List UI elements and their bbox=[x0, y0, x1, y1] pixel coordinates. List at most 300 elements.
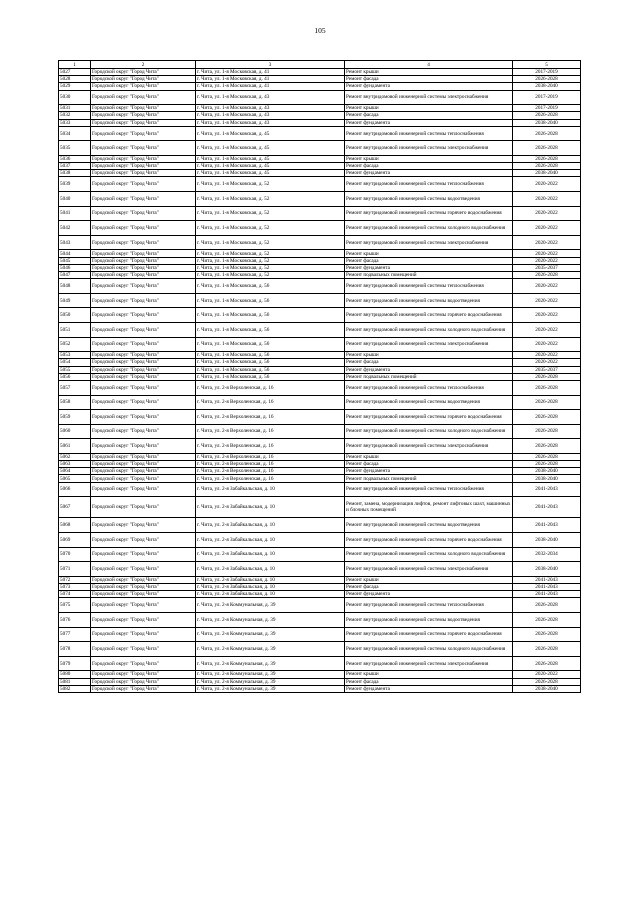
address-cell: г. Чита, ул. 1-я Московская, д. 56 bbox=[196, 322, 345, 337]
work-type-cell: Ремонт внутридомовой инженерной системы холодного водоснабжения bbox=[345, 424, 513, 439]
work-type-cell: Ремонт фасада bbox=[345, 359, 513, 366]
address-cell: г. Чита, ул. 2-я Коммунальная, д. 39 bbox=[196, 685, 345, 692]
period-cell: 2020-2022 bbox=[513, 352, 581, 359]
table-row bbox=[59, 373, 581, 380]
work-type-cell: Ремонт фундамента bbox=[345, 264, 513, 271]
municipality-cell: Городской округ "Город Чита" bbox=[91, 177, 196, 192]
address-cell: г. Чита, ул. 2-я Верхоленская, д. 16 bbox=[196, 453, 345, 460]
table-row bbox=[59, 453, 581, 460]
municipality-cell: Городской округ "Город Чита" bbox=[91, 272, 196, 279]
period-cell: 2026-2028 bbox=[513, 141, 581, 156]
row-number-cell: 5042 bbox=[59, 221, 91, 236]
address-cell: г. Чита, ул. 2-я Коммунальная, д. 39 bbox=[196, 656, 345, 671]
work-type-cell: Ремонт внутридомовой инженерной системы горячего водоснабжения bbox=[345, 533, 513, 548]
address-cell: г. Чита, ул. 2-я Забайкальская, д. 10 bbox=[196, 576, 345, 583]
row-number-cell: 5054 bbox=[59, 359, 91, 366]
table-row bbox=[59, 642, 581, 657]
address-cell: г. Чита, ул. 1-я Московская, д. 56 bbox=[196, 337, 345, 352]
table-row bbox=[59, 155, 581, 162]
municipality-cell: Городской округ "Город Чита" bbox=[91, 322, 196, 337]
period-cell: 2026-2028 bbox=[513, 272, 581, 279]
address-cell: г. Чита, ул. 2-я Коммунальная, д. 39 bbox=[196, 627, 345, 642]
work-type-cell: Ремонт внутридомовой инженерной системы горячего водоснабжения bbox=[345, 410, 513, 425]
municipality-cell: Городской округ "Город Чита" bbox=[91, 533, 196, 548]
municipality-cell: Городской округ "Город Чита" bbox=[91, 497, 196, 518]
row-number-cell: 5057 bbox=[59, 380, 91, 395]
table-row bbox=[59, 221, 581, 236]
municipality-cell: Городской округ "Город Чита" bbox=[91, 656, 196, 671]
work-type-cell: Ремонт подвальных помещений bbox=[345, 475, 513, 482]
address-cell: г. Чита, ул. 1-я Московская, д. 45 bbox=[196, 170, 345, 177]
period-cell: 2038-2040 bbox=[513, 562, 581, 577]
address-cell: г. Чита, ул. 2-я Коммунальная, д. 39 bbox=[196, 598, 345, 613]
work-type-cell: Ремонт внутридомовой инженерной системы теплоснабжения bbox=[345, 380, 513, 395]
table-header-row bbox=[59, 61, 581, 69]
row-number-cell: 5062 bbox=[59, 453, 91, 460]
row-number-cell: 5053 bbox=[59, 352, 91, 359]
address-cell: г. Чита, ул. 1-я Московская, д. 43 bbox=[196, 105, 345, 112]
period-cell: 2020-2022 bbox=[513, 322, 581, 337]
table-row bbox=[59, 475, 581, 482]
row-number-cell: 5049 bbox=[59, 293, 91, 308]
work-type-cell: Ремонт крыши bbox=[345, 69, 513, 76]
row-number-cell: 5079 bbox=[59, 656, 91, 671]
municipality-cell: Городской округ "Город Чита" bbox=[91, 678, 196, 685]
page-number: 105 bbox=[314, 26, 326, 35]
period-cell: 2020-2022 bbox=[513, 337, 581, 352]
period-cell: 2020-2022 bbox=[513, 257, 581, 264]
period-cell: 2017-2019 bbox=[513, 105, 581, 112]
work-type-cell: Ремонт внутридомовой инженерной системы водоотведения bbox=[345, 612, 513, 627]
address-cell: г. Чита, ул. 2-я Забайкальская, д. 10 bbox=[196, 583, 345, 590]
period-cell: 2041-2043 bbox=[513, 497, 581, 518]
period-cell: 2017-2019 bbox=[513, 90, 581, 105]
table-row bbox=[59, 272, 581, 279]
address-cell: г. Чита, ул. 1-я Московская, д. 52 bbox=[196, 257, 345, 264]
row-number-cell: 5038 bbox=[59, 170, 91, 177]
table-row bbox=[59, 612, 581, 627]
period-cell: 2026-2028 bbox=[513, 656, 581, 671]
table-row bbox=[59, 380, 581, 395]
table-row bbox=[59, 126, 581, 141]
municipality-cell: Городской округ "Город Чита" bbox=[91, 352, 196, 359]
work-type-cell: Ремонт крыши bbox=[345, 105, 513, 112]
row-number-cell: 5037 bbox=[59, 163, 91, 170]
address-cell: г. Чита, ул. 1-я Московская, д. 56 bbox=[196, 359, 345, 366]
work-type-cell: Ремонт фасада bbox=[345, 112, 513, 119]
municipality-cell: Городской округ "Город Чита" bbox=[91, 141, 196, 156]
row-number-cell: 5028 bbox=[59, 76, 91, 83]
work-type-cell: Ремонт крыши bbox=[345, 155, 513, 162]
address-cell: г. Чита, ул. 1-я Московская, д. 43 bbox=[196, 90, 345, 105]
work-type-cell: Ремонт фасада bbox=[345, 678, 513, 685]
address-cell: г. Чита, ул. 2-я Верхоленская, д. 16 bbox=[196, 380, 345, 395]
work-type-cell: Ремонт фасада bbox=[345, 461, 513, 468]
period-cell: 2020-2022 bbox=[513, 206, 581, 221]
period-cell: 2041-2043 bbox=[513, 482, 581, 497]
work-type-cell: Ремонт фундамента bbox=[345, 591, 513, 598]
address-cell: г. Чита, ул. 1-я Московская, д. 43 bbox=[196, 112, 345, 119]
row-number-cell: 5029 bbox=[59, 83, 91, 90]
municipality-cell: Городской округ "Город Чита" bbox=[91, 366, 196, 373]
work-type-cell: Ремонт внутридомовой инженерной системы горячего водоснабжения bbox=[345, 206, 513, 221]
column-header: 1 bbox=[59, 61, 91, 69]
row-number-cell: 5077 bbox=[59, 627, 91, 642]
work-type-cell: Ремонт фасада bbox=[345, 583, 513, 590]
period-cell: 2032-2034 bbox=[513, 547, 581, 562]
row-number-cell: 5081 bbox=[59, 678, 91, 685]
municipality-cell: Городской округ "Город Чита" bbox=[91, 547, 196, 562]
table-row bbox=[59, 192, 581, 207]
municipality-cell: Городской округ "Город Чита" bbox=[91, 337, 196, 352]
municipality-cell: Городской округ "Город Чита" bbox=[91, 206, 196, 221]
period-cell: 2038-2040 bbox=[513, 170, 581, 177]
row-number-cell: 5047 bbox=[59, 272, 91, 279]
row-number-cell: 5063 bbox=[59, 461, 91, 468]
municipality-cell: Городской округ "Город Чита" bbox=[91, 235, 196, 250]
table-row bbox=[59, 366, 581, 373]
municipality-cell: Городской округ "Город Чита" bbox=[91, 424, 196, 439]
municipality-cell: Городской округ "Город Чита" bbox=[91, 410, 196, 425]
table-row bbox=[59, 105, 581, 112]
row-number-cell: 5067 bbox=[59, 497, 91, 518]
table-row bbox=[59, 206, 581, 221]
row-number-cell: 5035 bbox=[59, 141, 91, 156]
work-type-cell: Ремонт внутридомовой инженерной системы теплоснабжения bbox=[345, 598, 513, 613]
municipality-cell: Городской округ "Город Чита" bbox=[91, 359, 196, 366]
work-type-cell: Ремонт внутридомовой инженерной системы электроснабжения bbox=[345, 337, 513, 352]
address-cell: г. Чита, ул. 2-я Верхоленская, д. 16 bbox=[196, 424, 345, 439]
municipality-cell: Городской округ "Город Чита" bbox=[91, 293, 196, 308]
address-cell: г. Чита, ул. 1-я Московская, д. 45 bbox=[196, 141, 345, 156]
table-row bbox=[59, 497, 581, 518]
municipality-cell: Городской округ "Город Чита" bbox=[91, 257, 196, 264]
row-number-cell: 5074 bbox=[59, 591, 91, 598]
table-row bbox=[59, 533, 581, 548]
municipality-cell: Городской округ "Город Чита" bbox=[91, 685, 196, 692]
table-row bbox=[59, 170, 581, 177]
table-row bbox=[59, 627, 581, 642]
address-cell: г. Чита, ул. 2-я Верхоленская, д. 16 bbox=[196, 395, 345, 410]
work-type-cell: Ремонт фундамента bbox=[345, 468, 513, 475]
work-type-cell: Ремонт крыши bbox=[345, 576, 513, 583]
address-cell: г. Чита, ул. 1-я Московская, д. 43 bbox=[196, 119, 345, 126]
work-type-cell: Ремонт фундамента bbox=[345, 685, 513, 692]
period-cell: 2020-2022 bbox=[513, 250, 581, 257]
address-cell: г. Чита, ул. 2-я Верхоленская, д. 16 bbox=[196, 461, 345, 468]
row-number-cell: 5058 bbox=[59, 395, 91, 410]
period-cell: 2038-2040 bbox=[513, 83, 581, 90]
table-row bbox=[59, 257, 581, 264]
address-cell: г. Чита, ул. 2-я Забайкальская, д. 10 bbox=[196, 533, 345, 548]
period-cell: 2026-2028 bbox=[513, 612, 581, 627]
address-cell: г. Чита, ул. 1-я Московская, д. 45 bbox=[196, 163, 345, 170]
row-number-cell: 5043 bbox=[59, 235, 91, 250]
period-cell: 2017-2019 bbox=[513, 69, 581, 76]
work-type-cell: Ремонт фундамента bbox=[345, 366, 513, 373]
period-cell: 2026-2028 bbox=[513, 461, 581, 468]
row-number-cell: 5045 bbox=[59, 257, 91, 264]
period-cell: 2026-2028 bbox=[513, 155, 581, 162]
table-row bbox=[59, 163, 581, 170]
work-type-cell: Ремонт внутридомовой инженерной системы горячего водоснабжения bbox=[345, 627, 513, 642]
work-type-cell: Ремонт крыши bbox=[345, 453, 513, 460]
work-type-cell: Ремонт внутридомовой инженерной системы теплоснабжения bbox=[345, 279, 513, 294]
period-cell: 2026-2028 bbox=[513, 453, 581, 460]
row-number-cell: 5071 bbox=[59, 562, 91, 577]
row-number-cell: 5027 bbox=[59, 69, 91, 76]
period-cell: 2020-2022 bbox=[513, 671, 581, 678]
table-row bbox=[59, 482, 581, 497]
municipality-cell: Городской округ "Город Чита" bbox=[91, 562, 196, 577]
address-cell: г. Чита, ул. 2-я Забайкальская, д. 10 bbox=[196, 497, 345, 518]
period-cell: 2026-2028 bbox=[513, 76, 581, 83]
work-type-cell: Ремонт, замена, модернизация лифтов, ремонт лифтовых шахт, машинных и блочных помещений bbox=[345, 497, 513, 518]
row-number-cell: 5064 bbox=[59, 468, 91, 475]
work-type-cell: Ремонт внутридомовой инженерной системы теплоснабжения bbox=[345, 126, 513, 141]
row-number-cell: 5066 bbox=[59, 482, 91, 497]
address-cell: г. Чита, ул. 1-я Московская, д. 56 bbox=[196, 373, 345, 380]
municipality-cell: Городской округ "Город Чита" bbox=[91, 163, 196, 170]
address-cell: г. Чита, ул. 2-я Верхоленская, д. 16 bbox=[196, 439, 345, 454]
row-number-cell: 5040 bbox=[59, 192, 91, 207]
table-row bbox=[59, 468, 581, 475]
address-cell: г. Чита, ул. 1-я Московская, д. 52 bbox=[196, 250, 345, 257]
row-number-cell: 5059 bbox=[59, 410, 91, 425]
address-cell: г. Чита, ул. 1-я Московская, д. 41 bbox=[196, 76, 345, 83]
municipality-cell: Городской округ "Город Чита" bbox=[91, 468, 196, 475]
address-cell: г. Чита, ул. 2-я Забайкальская, д. 10 bbox=[196, 591, 345, 598]
work-type-cell: Ремонт внутридомовой инженерной системы водоотведения bbox=[345, 192, 513, 207]
row-number-cell: 5039 bbox=[59, 177, 91, 192]
municipality-cell: Городской округ "Город Чита" bbox=[91, 642, 196, 657]
municipality-cell: Городской округ "Город Чита" bbox=[91, 126, 196, 141]
table-row bbox=[59, 439, 581, 454]
address-cell: г. Чита, ул. 1-я Московская, д. 52 bbox=[196, 192, 345, 207]
address-cell: г. Чита, ул. 2-я Коммунальная, д. 39 bbox=[196, 642, 345, 657]
work-type-cell: Ремонт крыши bbox=[345, 250, 513, 257]
municipality-cell: Городской округ "Город Чита" bbox=[91, 576, 196, 583]
period-cell: 2026-2028 bbox=[513, 410, 581, 425]
municipality-cell: Городской округ "Город Чита" bbox=[91, 518, 196, 533]
work-type-cell: Ремонт подвальных помещений bbox=[345, 373, 513, 380]
period-cell: 2026-2028 bbox=[513, 627, 581, 642]
municipality-cell: Городской округ "Город Чита" bbox=[91, 591, 196, 598]
municipality-cell: Городской округ "Город Чита" bbox=[91, 627, 196, 642]
table-row bbox=[59, 424, 581, 439]
period-cell: 2041-2043 bbox=[513, 518, 581, 533]
municipality-cell: Городской округ "Город Чита" bbox=[91, 395, 196, 410]
municipality-cell: Городской округ "Город Чита" bbox=[91, 105, 196, 112]
address-cell: г. Чита, ул. 1-я Московская, д. 56 bbox=[196, 293, 345, 308]
table-row bbox=[59, 264, 581, 271]
address-cell: г. Чита, ул. 1-я Московская, д. 41 bbox=[196, 69, 345, 76]
period-cell: 2041-2043 bbox=[513, 583, 581, 590]
table-row bbox=[59, 177, 581, 192]
municipality-cell: Городской округ "Город Чита" bbox=[91, 170, 196, 177]
row-number-cell: 5056 bbox=[59, 373, 91, 380]
work-type-cell: Ремонт фундамента bbox=[345, 170, 513, 177]
municipality-cell: Городской округ "Город Чита" bbox=[91, 612, 196, 627]
row-number-cell: 5041 bbox=[59, 206, 91, 221]
period-cell: 2026-2028 bbox=[513, 373, 581, 380]
period-cell: 2026-2028 bbox=[513, 642, 581, 657]
period-cell: 2020-2022 bbox=[513, 279, 581, 294]
column-header: 4 bbox=[345, 61, 513, 69]
table-row bbox=[59, 671, 581, 678]
address-cell: г. Чита, ул. 1-я Московская, д. 52 bbox=[196, 206, 345, 221]
period-cell: 2038-2040 bbox=[513, 119, 581, 126]
period-cell: 2020-2022 bbox=[513, 293, 581, 308]
period-cell: 2038-2040 bbox=[513, 468, 581, 475]
table-row bbox=[59, 547, 581, 562]
table-row bbox=[59, 83, 581, 90]
table-row bbox=[59, 678, 581, 685]
row-number-cell: 5034 bbox=[59, 126, 91, 141]
period-cell: 2038-2040 bbox=[513, 533, 581, 548]
address-cell: г. Чита, ул. 1-я Московская, д. 52 bbox=[196, 264, 345, 271]
table-row bbox=[59, 685, 581, 692]
table-row bbox=[59, 250, 581, 257]
work-type-cell: Ремонт внутридомовой инженерной системы водоотведения bbox=[345, 518, 513, 533]
municipality-cell: Городской округ "Город Чита" bbox=[91, 671, 196, 678]
period-cell: 2038-2040 bbox=[513, 685, 581, 692]
work-type-cell: Ремонт внутридомовой инженерной системы электроснабжения bbox=[345, 439, 513, 454]
municipality-cell: Городской округ "Город Чита" bbox=[91, 192, 196, 207]
municipality-cell: Городской округ "Город Чита" bbox=[91, 119, 196, 126]
table-row bbox=[59, 235, 581, 250]
municipality-cell: Городской округ "Город Чита" bbox=[91, 112, 196, 119]
table-row bbox=[59, 119, 581, 126]
work-type-cell: Ремонт внутридомовой инженерной системы холодного водоснабжения bbox=[345, 642, 513, 657]
column-header: 2 bbox=[91, 61, 196, 69]
row-number-cell: 5032 bbox=[59, 112, 91, 119]
period-cell: 2026-2028 bbox=[513, 424, 581, 439]
table-row bbox=[59, 410, 581, 425]
table-row bbox=[59, 518, 581, 533]
municipality-cell: Городской округ "Город Чита" bbox=[91, 90, 196, 105]
work-type-cell: Ремонт внутридомовой инженерной системы холодного водоснабжения bbox=[345, 547, 513, 562]
work-type-cell: Ремонт фасада bbox=[345, 257, 513, 264]
row-number-cell: 5036 bbox=[59, 155, 91, 162]
work-type-cell: Ремонт внутридомовой инженерной системы электроснабжения bbox=[345, 235, 513, 250]
address-cell: г. Чита, ул. 1-я Московская, д. 56 bbox=[196, 308, 345, 323]
column-header: 5 bbox=[513, 61, 581, 69]
row-number-cell: 5051 bbox=[59, 322, 91, 337]
address-cell: г. Чита, ул. 1-я Московская, д. 56 bbox=[196, 366, 345, 373]
row-number-cell: 5030 bbox=[59, 90, 91, 105]
work-type-cell: Ремонт внутридомовой инженерной системы теплоснабжения bbox=[345, 482, 513, 497]
row-number-cell: 5075 bbox=[59, 598, 91, 613]
address-cell: г. Чита, ул. 2-я Коммунальная, д. 39 bbox=[196, 671, 345, 678]
work-type-cell: Ремонт внутридомовой инженерной системы горячего водоснабжения bbox=[345, 308, 513, 323]
row-number-cell: 5033 bbox=[59, 119, 91, 126]
work-type-cell: Ремонт внутридомовой инженерной системы теплоснабжения bbox=[345, 177, 513, 192]
column-header: 3 bbox=[196, 61, 345, 69]
row-number-cell: 5070 bbox=[59, 547, 91, 562]
work-type-cell: Ремонт внутридомовой инженерной системы холодного водоснабжения bbox=[345, 221, 513, 236]
table-row bbox=[59, 69, 581, 76]
table-row bbox=[59, 598, 581, 613]
address-cell: г. Чита, ул. 2-я Верхоленская, д. 16 bbox=[196, 468, 345, 475]
address-cell: г. Чита, ул. 2-я Верхоленская, д. 16 bbox=[196, 410, 345, 425]
period-cell: 2035-2037 bbox=[513, 264, 581, 271]
table-row bbox=[59, 293, 581, 308]
municipality-cell: Городской округ "Город Чита" bbox=[91, 380, 196, 395]
address-cell: г. Чита, ул. 1-я Московская, д. 41 bbox=[196, 83, 345, 90]
row-number-cell: 5080 bbox=[59, 671, 91, 678]
table-row bbox=[59, 591, 581, 598]
period-cell: 2020-2022 bbox=[513, 221, 581, 236]
municipality-cell: Городской округ "Город Чита" bbox=[91, 475, 196, 482]
table-row bbox=[59, 576, 581, 583]
row-number-cell: 5048 bbox=[59, 279, 91, 294]
period-cell: 2041-2043 bbox=[513, 591, 581, 598]
table-row bbox=[59, 337, 581, 352]
period-cell: 2020-2022 bbox=[513, 192, 581, 207]
period-cell: 2026-2028 bbox=[513, 163, 581, 170]
row-number-cell: 5073 bbox=[59, 583, 91, 590]
row-number-cell: 5068 bbox=[59, 518, 91, 533]
work-type-cell: Ремонт внутридомовой инженерной системы электроснабжения bbox=[345, 656, 513, 671]
row-number-cell: 5078 bbox=[59, 642, 91, 657]
municipality-cell: Городской округ "Город Чита" bbox=[91, 69, 196, 76]
table-row bbox=[59, 562, 581, 577]
row-number-cell: 5060 bbox=[59, 424, 91, 439]
address-cell: г. Чита, ул. 1-я Московская, д. 45 bbox=[196, 126, 345, 141]
address-cell: г. Чита, ул. 1-я Московская, д. 56 bbox=[196, 352, 345, 359]
municipality-cell: Городской округ "Город Чита" bbox=[91, 461, 196, 468]
period-cell: 2026-2028 bbox=[513, 678, 581, 685]
work-type-cell: Ремонт крыши bbox=[345, 671, 513, 678]
table-row bbox=[59, 76, 581, 83]
row-number-cell: 5069 bbox=[59, 533, 91, 548]
municipality-cell: Городской округ "Город Чита" bbox=[91, 373, 196, 380]
address-cell: г. Чита, ул. 2-я Забайкальская, д. 10 bbox=[196, 562, 345, 577]
period-cell: 2026-2028 bbox=[513, 380, 581, 395]
period-cell: 2038-2040 bbox=[513, 475, 581, 482]
row-number-cell: 5072 bbox=[59, 576, 91, 583]
period-cell: 2026-2028 bbox=[513, 126, 581, 141]
period-cell: 2026-2028 bbox=[513, 439, 581, 454]
period-cell: 2035-2037 bbox=[513, 366, 581, 373]
work-type-cell: Ремонт крыши bbox=[345, 352, 513, 359]
period-cell: 2026-2028 bbox=[513, 395, 581, 410]
address-cell: г. Чита, ул. 1-я Московская, д. 52 bbox=[196, 272, 345, 279]
municipality-cell: Городской округ "Город Чита" bbox=[91, 482, 196, 497]
municipality-cell: Городской округ "Город Чита" bbox=[91, 155, 196, 162]
table-row bbox=[59, 322, 581, 337]
address-cell: г. Чита, ул. 1-я Московская, д. 52 bbox=[196, 235, 345, 250]
address-cell: г. Чита, ул. 2-я Забайкальская, д. 10 bbox=[196, 547, 345, 562]
period-cell: 2020-2022 bbox=[513, 308, 581, 323]
work-type-cell: Ремонт фундамента bbox=[345, 83, 513, 90]
municipality-cell: Городской округ "Город Чита" bbox=[91, 250, 196, 257]
municipality-cell: Городской округ "Город Чита" bbox=[91, 453, 196, 460]
table-row bbox=[59, 359, 581, 366]
table-row bbox=[59, 583, 581, 590]
address-cell: г. Чита, ул. 2-я Забайкальская, д. 10 bbox=[196, 518, 345, 533]
row-number-cell: 5082 bbox=[59, 685, 91, 692]
work-type-cell: Ремонт фундамента bbox=[345, 119, 513, 126]
address-cell: г. Чита, ул. 1-я Московская, д. 56 bbox=[196, 279, 345, 294]
work-type-cell: Ремонт внутридомовой инженерной системы электроснабжения bbox=[345, 90, 513, 105]
period-cell: 2020-2022 bbox=[513, 235, 581, 250]
work-type-cell: Ремонт фасада bbox=[345, 76, 513, 83]
address-cell: г. Чита, ул. 1-я Московская, д. 45 bbox=[196, 155, 345, 162]
table-row bbox=[59, 656, 581, 671]
row-number-cell: 5065 bbox=[59, 475, 91, 482]
